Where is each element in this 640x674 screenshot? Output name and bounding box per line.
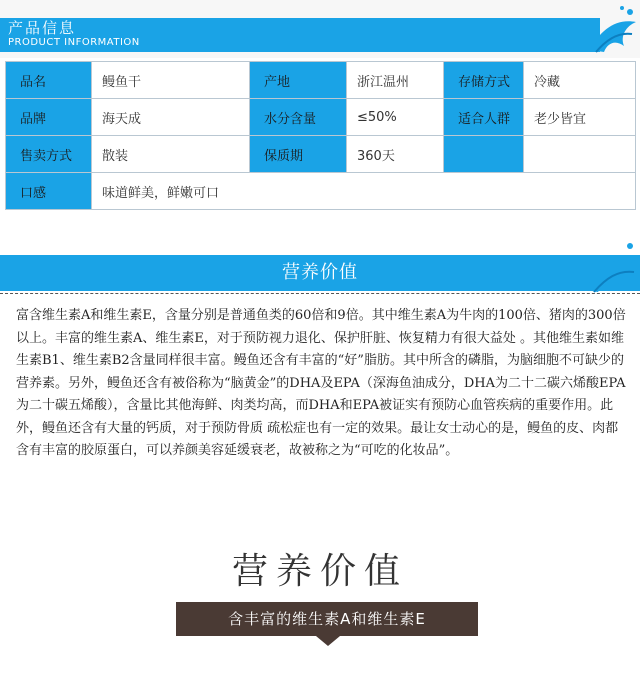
product-info-table xyxy=(5,61,636,210)
product-info-header xyxy=(0,0,640,58)
table-row xyxy=(6,173,636,210)
cell-value: 360天 xyxy=(347,136,444,173)
cell-value-empty xyxy=(524,136,636,173)
cell-value: 海天成 xyxy=(92,99,250,136)
dashed-divider xyxy=(0,293,640,294)
cell-label: 适合人群 xyxy=(444,99,524,136)
cell-label: 售卖方式 xyxy=(6,136,92,173)
cell-value: 冷藏 xyxy=(524,62,636,99)
wave-decoration-icon xyxy=(586,0,640,58)
feature-ribbon-text: 含丰富的维生素A和维生素E xyxy=(228,610,426,628)
cell-label: 水分含量 xyxy=(250,99,347,136)
cell-label: 口感 xyxy=(6,173,92,210)
header-title: 产品信息 xyxy=(8,19,77,37)
nutrition-paragraph: 富含维生素A和维生素E，含量分别是普通鱼类的60倍和9倍。其中维生素A为牛肉的100倍、猪肉的300倍以上。丰富的维生素A、维生素E，对于预防视力退化、保护肝脏、恢复精力有很大益处 。其他维生素如维生素B1、维生素B2含量同样很丰富。鳗鱼还含有丰富的“好”脂肪。其中所含的磷脂，为脑细胞不可缺少的营养素。另外，鳗鱼还含有被俗称为“脑黄金”的DHA及EPA（深海鱼油成分，DHA为二十二碳六烯酸EPA为二十碳五烯酸），含量比其他海鲜、肉类均高，而DHA和EPA被证实有预防心血管疾病的重要作用。此外，鳗鱼还含有大量的钙质，对于预防骨质 疏松症也有一定的效果。最让女士动心的是，鳗鱼的皮、肉都含有丰富的胶原蛋白，可以养颜美容延缓衰老，故被称之为“可吃的化妆品”。 xyxy=(16,308,626,458)
cell-label: 存储方式 xyxy=(444,62,524,99)
nutrition-title: 营养价值 xyxy=(282,262,358,283)
cell-label: 品牌 xyxy=(6,99,92,136)
cell-label-empty xyxy=(444,136,524,173)
feature-heading: 营养价值 xyxy=(231,551,408,592)
header-subtitle: PRODUCT INFORMATION xyxy=(8,37,140,48)
cell-value: ≤50% xyxy=(347,99,444,136)
cell-label: 产地 xyxy=(250,62,347,99)
cell-value: 浙江温州 xyxy=(347,62,444,99)
cell-value: 散装 xyxy=(92,136,250,173)
table-row xyxy=(6,62,636,99)
wave-decoration-icon xyxy=(584,236,640,294)
ribbon-pointer-icon xyxy=(316,636,340,646)
cell-label: 保质期 xyxy=(250,136,347,173)
cell-label: 品名 xyxy=(6,62,92,99)
table-row xyxy=(6,99,636,136)
table-row xyxy=(6,136,636,173)
cell-value: 鳗鱼干 xyxy=(92,62,250,99)
cell-value: 老少皆宜 xyxy=(524,99,636,136)
cell-value: 味道鲜美，鲜嫩可口 xyxy=(92,173,636,210)
